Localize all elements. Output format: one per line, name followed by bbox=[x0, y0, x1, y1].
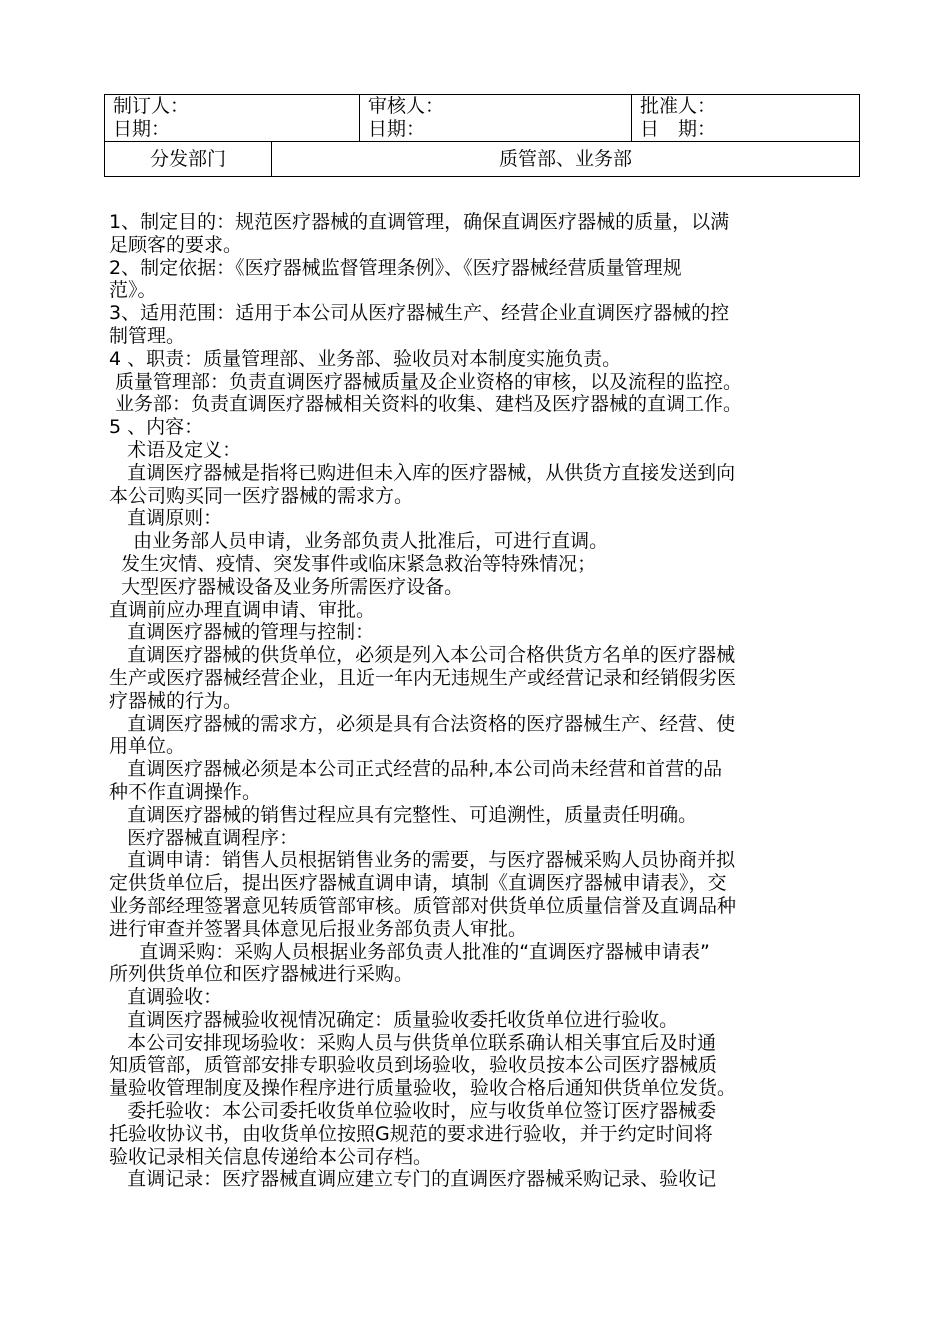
body-line: 直调医疗器械验收视情况确定：质量验收委托收货单位进行验收。 bbox=[109, 1008, 679, 1031]
body-line: 直调原则： bbox=[109, 507, 223, 530]
approver-cell bbox=[632, 95, 860, 142]
body-line: 医疗器械直调程序： bbox=[109, 826, 299, 849]
body-line: 直调前应办理直调申请、审批。 bbox=[109, 598, 376, 621]
reviewer-cell bbox=[360, 95, 632, 142]
body-line: 委托验收：本公司委托收货单位验收时，应与收货单位签订医疗器械委 bbox=[109, 1100, 717, 1123]
body-line: 知质管部，质管部安排专职验收员到场验收，验收员按本公司医疗器械质 bbox=[109, 1054, 718, 1077]
body-line: 定供货单位后，提出医疗器械直调申请，填制《直调医疗器械申请表》，交 bbox=[109, 872, 727, 895]
body-line: 本公司购买同一医疗器械的需求方。 bbox=[109, 484, 414, 507]
signoff-row bbox=[105, 95, 860, 142]
policy-body bbox=[109, 211, 851, 1191]
body-line: 直调医疗器械必须是本公司正式经营的品种,本公司尚未经营和首营的品 bbox=[109, 758, 723, 781]
body-line: 4 、职责：质量管理部、业务部、验收员对本制度实施负责。 bbox=[109, 347, 622, 370]
body-line: 直调医疗器械的需求方，必须是具有合法资格的医疗器械生产、经营、使 bbox=[109, 712, 736, 735]
body-line: 2、制定依据：《医疗器械监督管理条例》、《医疗器械经营质量管理规 bbox=[109, 256, 682, 279]
body-line: 直调验收： bbox=[109, 986, 223, 1009]
body-line: 业务部经理签署意见转质管部审核。质管部对供货单位质量信誉及直调品种 bbox=[109, 894, 737, 917]
preparer-cell bbox=[105, 95, 360, 142]
body-line: 直调采购：采购人员根据业务部负责人批准的“直调医疗器械申请表” bbox=[109, 940, 710, 963]
body-line: 验收记录相关信息传递给本公司存档。 bbox=[109, 1145, 433, 1168]
body-line: 足顾客的要求。 bbox=[109, 233, 243, 256]
body-line: 3、适用范围：适用于本公司从医疗器械生产、经营企业直调医疗器械的控 bbox=[109, 302, 730, 325]
preparer-date-label: 日期： bbox=[113, 118, 171, 140]
body-line: 直调记录：医疗器械直调应建立专门的直调医疗器械采购记录、验收记 bbox=[109, 1168, 717, 1191]
body-line: 种不作直调操作。 bbox=[109, 780, 262, 803]
body-line: 范》。 bbox=[109, 279, 157, 302]
body-line: 由业务部人员申请，业务部负责人批准后，可进行直调。 bbox=[109, 530, 609, 553]
dept-value: 质管部、业务部 bbox=[272, 142, 860, 177]
body-line: 量验收管理制度及操作程序进行质量验收，验收合格后通知供货单位发货。 bbox=[109, 1077, 737, 1100]
body-line: 直调医疗器械的供货单位，必须是列入本公司合格供货方名单的医疗器械 bbox=[109, 644, 736, 667]
body-line: 术语及定义： bbox=[109, 438, 242, 461]
body-line: 5 、内容： bbox=[109, 416, 204, 439]
body-line: 直调申请：销售人员根据销售业务的需要，与医疗器械采购人员协商并拟 bbox=[109, 849, 736, 872]
body-line: 进行审查并签署具体意见后报业务部负责人审批。 bbox=[109, 917, 528, 940]
body-line: 发生灾情、疫情、突发事件或临床紧急救治等特殊情况； bbox=[109, 552, 597, 575]
body-line: 质量管理部：负责直调医疗器械质量及企业资格的审核，以及流程的监控。 bbox=[109, 370, 743, 393]
body-line: 制管理。 bbox=[109, 324, 186, 347]
body-line: 本公司安排现场验收：采购人员与供货单位联系确认相关事宜后及时通 bbox=[109, 1031, 717, 1054]
body-line: 大型医疗器械设备及业务所需医疗设备。 bbox=[109, 575, 464, 598]
body-line: 用单位。 bbox=[109, 735, 186, 758]
dept-label: 分发部门 bbox=[105, 142, 272, 177]
reviewer-date-label: 日期： bbox=[368, 118, 426, 140]
approver-date-label: 日 期： bbox=[640, 118, 717, 140]
body-line: 直调医疗器械的管理与控制： bbox=[109, 621, 375, 644]
preparer-label: 制订人： bbox=[113, 95, 190, 117]
body-line: 所列供货单位和医疗器械进行采购。 bbox=[109, 963, 414, 986]
body-line: 疗器械的行为。 bbox=[109, 689, 243, 712]
body-line: 直调医疗器械是指将已购进但未入库的医疗器械，从供货方直接发送到向 bbox=[109, 461, 736, 484]
body-line: 生产或医疗器械经营企业，且近一年内无违规生产或经营记录和经销假劣医 bbox=[109, 666, 737, 689]
body-line: 1、制定目的：规范医疗器械的直调管理，确保直调医疗器械的质量，以满 bbox=[109, 211, 730, 233]
reviewer-label: 审核人： bbox=[368, 95, 445, 117]
body-line: 业务部：负责直调医疗器械相关资料的收集、建档及医疗器械的直调工作。 bbox=[109, 393, 743, 416]
distribution-row bbox=[105, 142, 860, 177]
body-line: 托验收协议书，由收货单位按照G规范的要求进行验收，并于约定时间将 bbox=[109, 1122, 713, 1145]
signoff-table bbox=[104, 94, 860, 177]
approver-label: 批准人： bbox=[640, 95, 717, 117]
body-line: 直调医疗器械的销售过程应具有完整性、可追溯性，质量责任明确。 bbox=[109, 803, 698, 826]
